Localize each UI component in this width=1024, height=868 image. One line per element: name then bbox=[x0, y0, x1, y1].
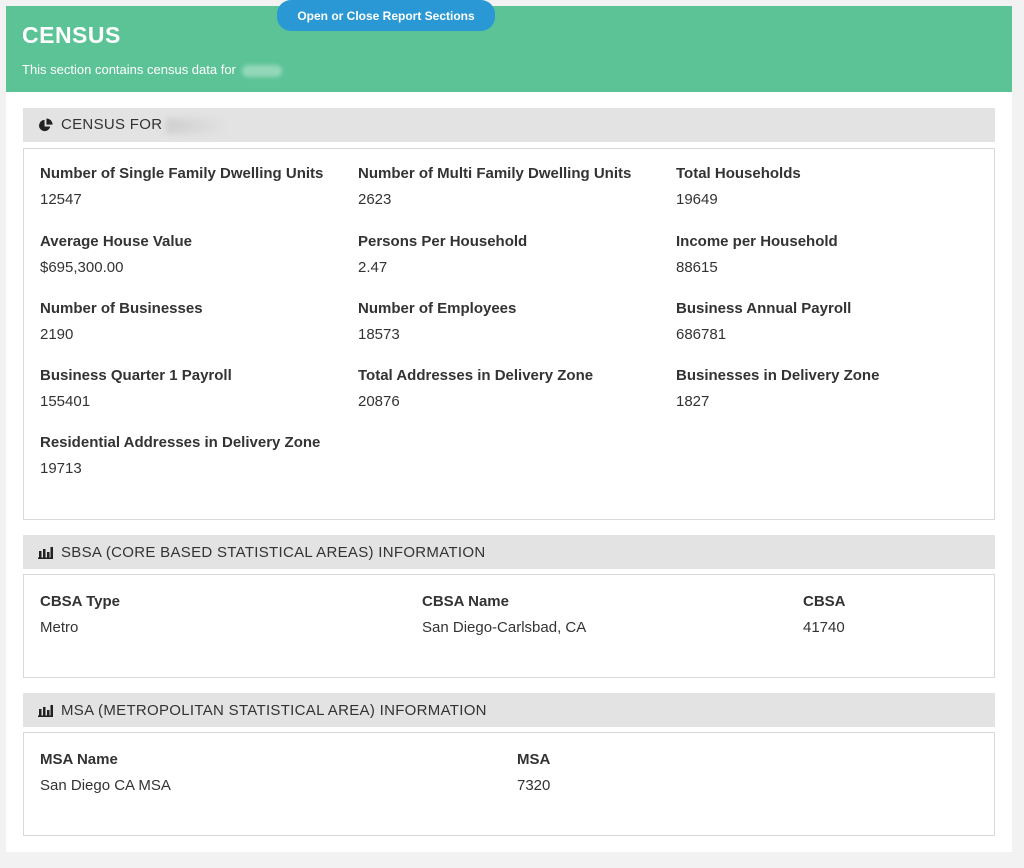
field-value: $695,300.00 bbox=[40, 259, 124, 276]
field-label: Number of Businesses bbox=[40, 300, 203, 317]
census-field bbox=[358, 165, 631, 208]
field-label: MSA Name bbox=[40, 751, 118, 768]
field-value: 20876 bbox=[358, 393, 400, 410]
field-value: 88615 bbox=[676, 259, 718, 276]
field-value: 19649 bbox=[676, 191, 718, 208]
cbsa-section-header[interactable] bbox=[23, 535, 995, 569]
field-label: Businesses in Delivery Zone bbox=[676, 367, 880, 384]
field-label: Number of Multi Family Dwelling Units bbox=[358, 165, 632, 182]
census-field bbox=[358, 233, 527, 276]
field-label: Business Annual Payroll bbox=[676, 300, 852, 317]
field-label: Business Quarter 1 Payroll bbox=[40, 367, 232, 384]
cbsa-field bbox=[40, 593, 120, 636]
field-value: 2.47 bbox=[358, 259, 388, 276]
field-value: 2623 bbox=[358, 191, 392, 208]
bar-chart-icon bbox=[37, 702, 53, 718]
census-field bbox=[40, 434, 320, 477]
cbsa-panel bbox=[23, 574, 995, 678]
field-label: Residential Addresses in Delivery Zone bbox=[40, 434, 321, 451]
census-field bbox=[676, 165, 801, 208]
field-value: 155401 bbox=[40, 393, 91, 410]
field-value: 2190 bbox=[40, 326, 74, 343]
msa-section-title: MSA (METROPOLITAN STATISTICAL AREA) INFORMATION bbox=[61, 701, 487, 719]
field-value: 1827 bbox=[676, 393, 710, 410]
census-field bbox=[676, 300, 851, 343]
census-field bbox=[676, 233, 838, 276]
census-section-header[interactable] bbox=[23, 108, 995, 142]
field-label: CBSA Type bbox=[40, 593, 121, 610]
redacted-location bbox=[166, 118, 222, 134]
census-field bbox=[40, 165, 323, 208]
field-label: CBSA Name bbox=[422, 593, 509, 610]
redacted-location bbox=[242, 65, 282, 77]
report-page bbox=[6, 6, 1012, 852]
census-banner bbox=[6, 6, 1012, 92]
census-field bbox=[40, 233, 192, 276]
field-value: 18573 bbox=[358, 326, 400, 343]
field-label: Number of Employees bbox=[358, 300, 517, 317]
census-field bbox=[676, 367, 879, 410]
field-value: 686781 bbox=[676, 326, 727, 343]
field-value: 41740 bbox=[803, 619, 845, 636]
field-value: 7320 bbox=[517, 777, 551, 794]
field-label: Total Households bbox=[676, 165, 801, 182]
field-label: Income per Household bbox=[676, 233, 838, 250]
field-value: San Diego-Carlsbad, CA bbox=[422, 619, 587, 636]
cbsa-field bbox=[422, 593, 586, 636]
census-panel bbox=[23, 148, 995, 520]
field-value: 19713 bbox=[40, 460, 82, 477]
census-section-title bbox=[61, 116, 222, 133]
field-label: MSA bbox=[517, 751, 551, 768]
bar-chart-icon bbox=[37, 544, 53, 560]
field-label: Total Addresses in Delivery Zone bbox=[358, 367, 594, 384]
field-value: San Diego CA MSA bbox=[40, 777, 171, 794]
field-label: Average House Value bbox=[40, 233, 193, 250]
field-label: CBSA bbox=[803, 593, 846, 610]
pie-chart-icon bbox=[37, 117, 53, 133]
census-field bbox=[358, 367, 593, 410]
cbsa-section-title: SBSA (CORE BASED STATISTICAL AREAS) INFORMATION bbox=[61, 543, 486, 561]
census-field bbox=[40, 367, 232, 410]
census-field bbox=[358, 300, 516, 343]
field-value: Metro bbox=[40, 619, 79, 636]
cbsa-field bbox=[803, 593, 846, 636]
census-section-title-text: CENSUS FOR bbox=[61, 116, 163, 134]
toggle-report-sections-button[interactable]: Open or Close Report Sections bbox=[277, 0, 495, 31]
field-label: Persons Per Household bbox=[358, 233, 528, 250]
census-field bbox=[40, 300, 203, 343]
field-label: Number of Single Family Dwelling Units bbox=[40, 165, 324, 182]
msa-section-header[interactable] bbox=[23, 693, 995, 727]
msa-panel bbox=[23, 732, 995, 836]
banner-subtitle-text: This section contains census data for bbox=[22, 62, 236, 77]
msa-field bbox=[517, 751, 550, 794]
banner-title: CENSUS bbox=[22, 22, 121, 48]
field-value: 12547 bbox=[40, 191, 82, 208]
msa-field bbox=[40, 751, 171, 794]
banner-subtitle bbox=[22, 62, 282, 77]
